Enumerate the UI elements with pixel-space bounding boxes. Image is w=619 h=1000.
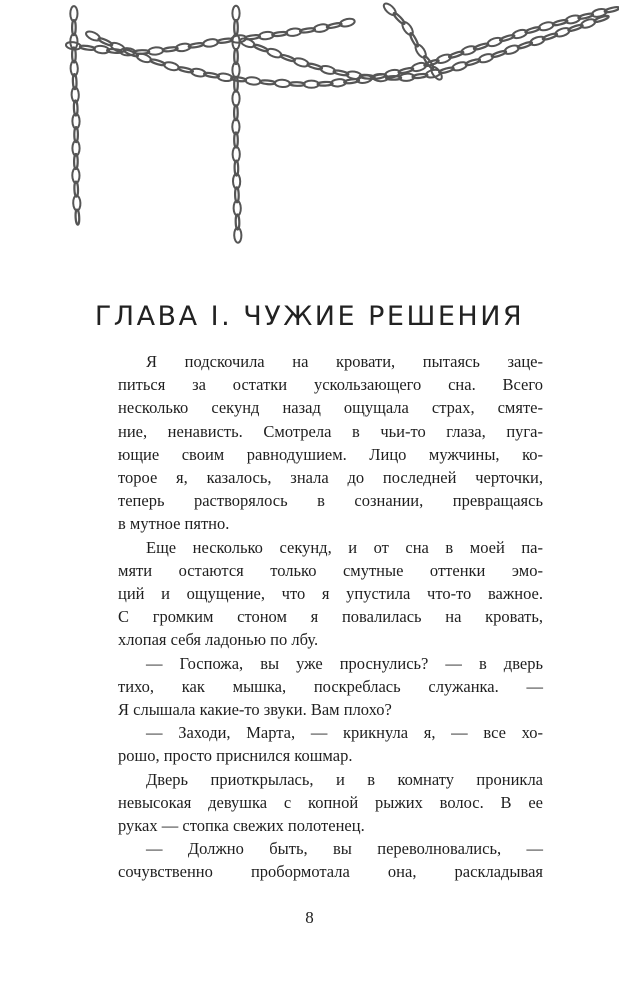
chain-link [275,79,290,87]
chain-link [234,20,238,35]
chain-link [511,28,527,39]
chain-link [232,91,239,106]
chain-link [266,47,283,59]
chain-link [72,20,76,35]
chain-link [245,76,261,85]
text-line: Еще несколько секунд, и от сна в моей па- [146,537,543,557]
page-number: 8 [305,908,314,927]
chain-link [604,6,619,13]
chain-link [538,21,554,32]
text-line: питься за остатки ускользающего сна. Всего [118,375,543,395]
text-line: — Должно быть, вы переволновались, — [146,839,543,859]
chain-link [73,195,81,210]
chapter-title: ГЛАВА I. ЧУЖИЕ РЕШЕНИЯ [94,301,525,333]
chain-link [503,44,520,56]
text-line: сочувственно пробормотала она, раскладывая [118,862,543,882]
text-line: невысокая девушка с копной рыжих волос. В ее [118,792,543,812]
text-line: — Заходи, Марта, — крикнула я, — все хо- [146,723,543,743]
chain-link [554,26,571,38]
chain-link [473,42,488,50]
chain-link [70,6,77,21]
chain-link [272,31,287,36]
text-line: Я слышала какие-то звуки. Вам плохо? [118,700,392,720]
text-line: рошо, просто приснился кошмар. [118,746,353,766]
chain-ornament-icon [0,0,619,260]
chain-link [150,58,165,66]
text-line: — Госпожа, вы уже проснулись? — в дверь [146,653,543,673]
text-line: ющие своим равнодушием. Лицо мужчины, ко- [118,444,543,464]
chain-link [290,82,305,86]
chain-link [234,77,238,92]
text-line: ций и ощущение, что я упустила что-то важное. [118,584,543,604]
text-line: Я подскочила на кровати, пытаясь заце- [146,352,543,371]
chain-link [451,61,467,72]
chain-link [74,182,78,197]
chain-link [232,6,239,21]
chain-link [75,210,79,225]
chain-link [232,147,239,162]
chain-link [134,50,149,54]
chain-link [429,65,444,81]
chain-link [163,61,179,72]
text-line: ние, ненависть. Смотрела в чьи-то глаза, пуга- [118,421,543,441]
text-line: в мутное пятно. [118,514,230,534]
chain-link [217,38,232,44]
chain-link [65,41,81,50]
chain-link [293,57,309,68]
chain-link [260,80,275,85]
text-line: Дверь приоткрылась, и в комнату проникла [146,769,543,789]
text-line: торое я, казалось, знала до последней черточки, [118,468,543,488]
chapter-body-text [118,350,543,884]
chain-link [382,2,398,18]
text-line: С громким стоном я повалилась на кровать, [118,607,543,627]
text-line: теперь растворялось в сознании, превращаясь [118,491,543,511]
text-line: хлопая себя ладонью по лбу. [118,630,319,650]
chain-link [148,47,164,56]
text-line: руках — стопка свежих полотенец. [118,816,365,836]
chain-link [203,38,219,48]
chain-link [234,105,238,120]
chain-link [80,45,95,51]
chain-link [188,42,203,48]
text-line: мяти остаются только смутные оттенки эмо- [118,560,543,580]
text-line: тихо, как мышка, поскреблась служанка. — [118,676,543,696]
text-line: несколько секунд назад ощущала страх, смяте- [118,398,543,418]
